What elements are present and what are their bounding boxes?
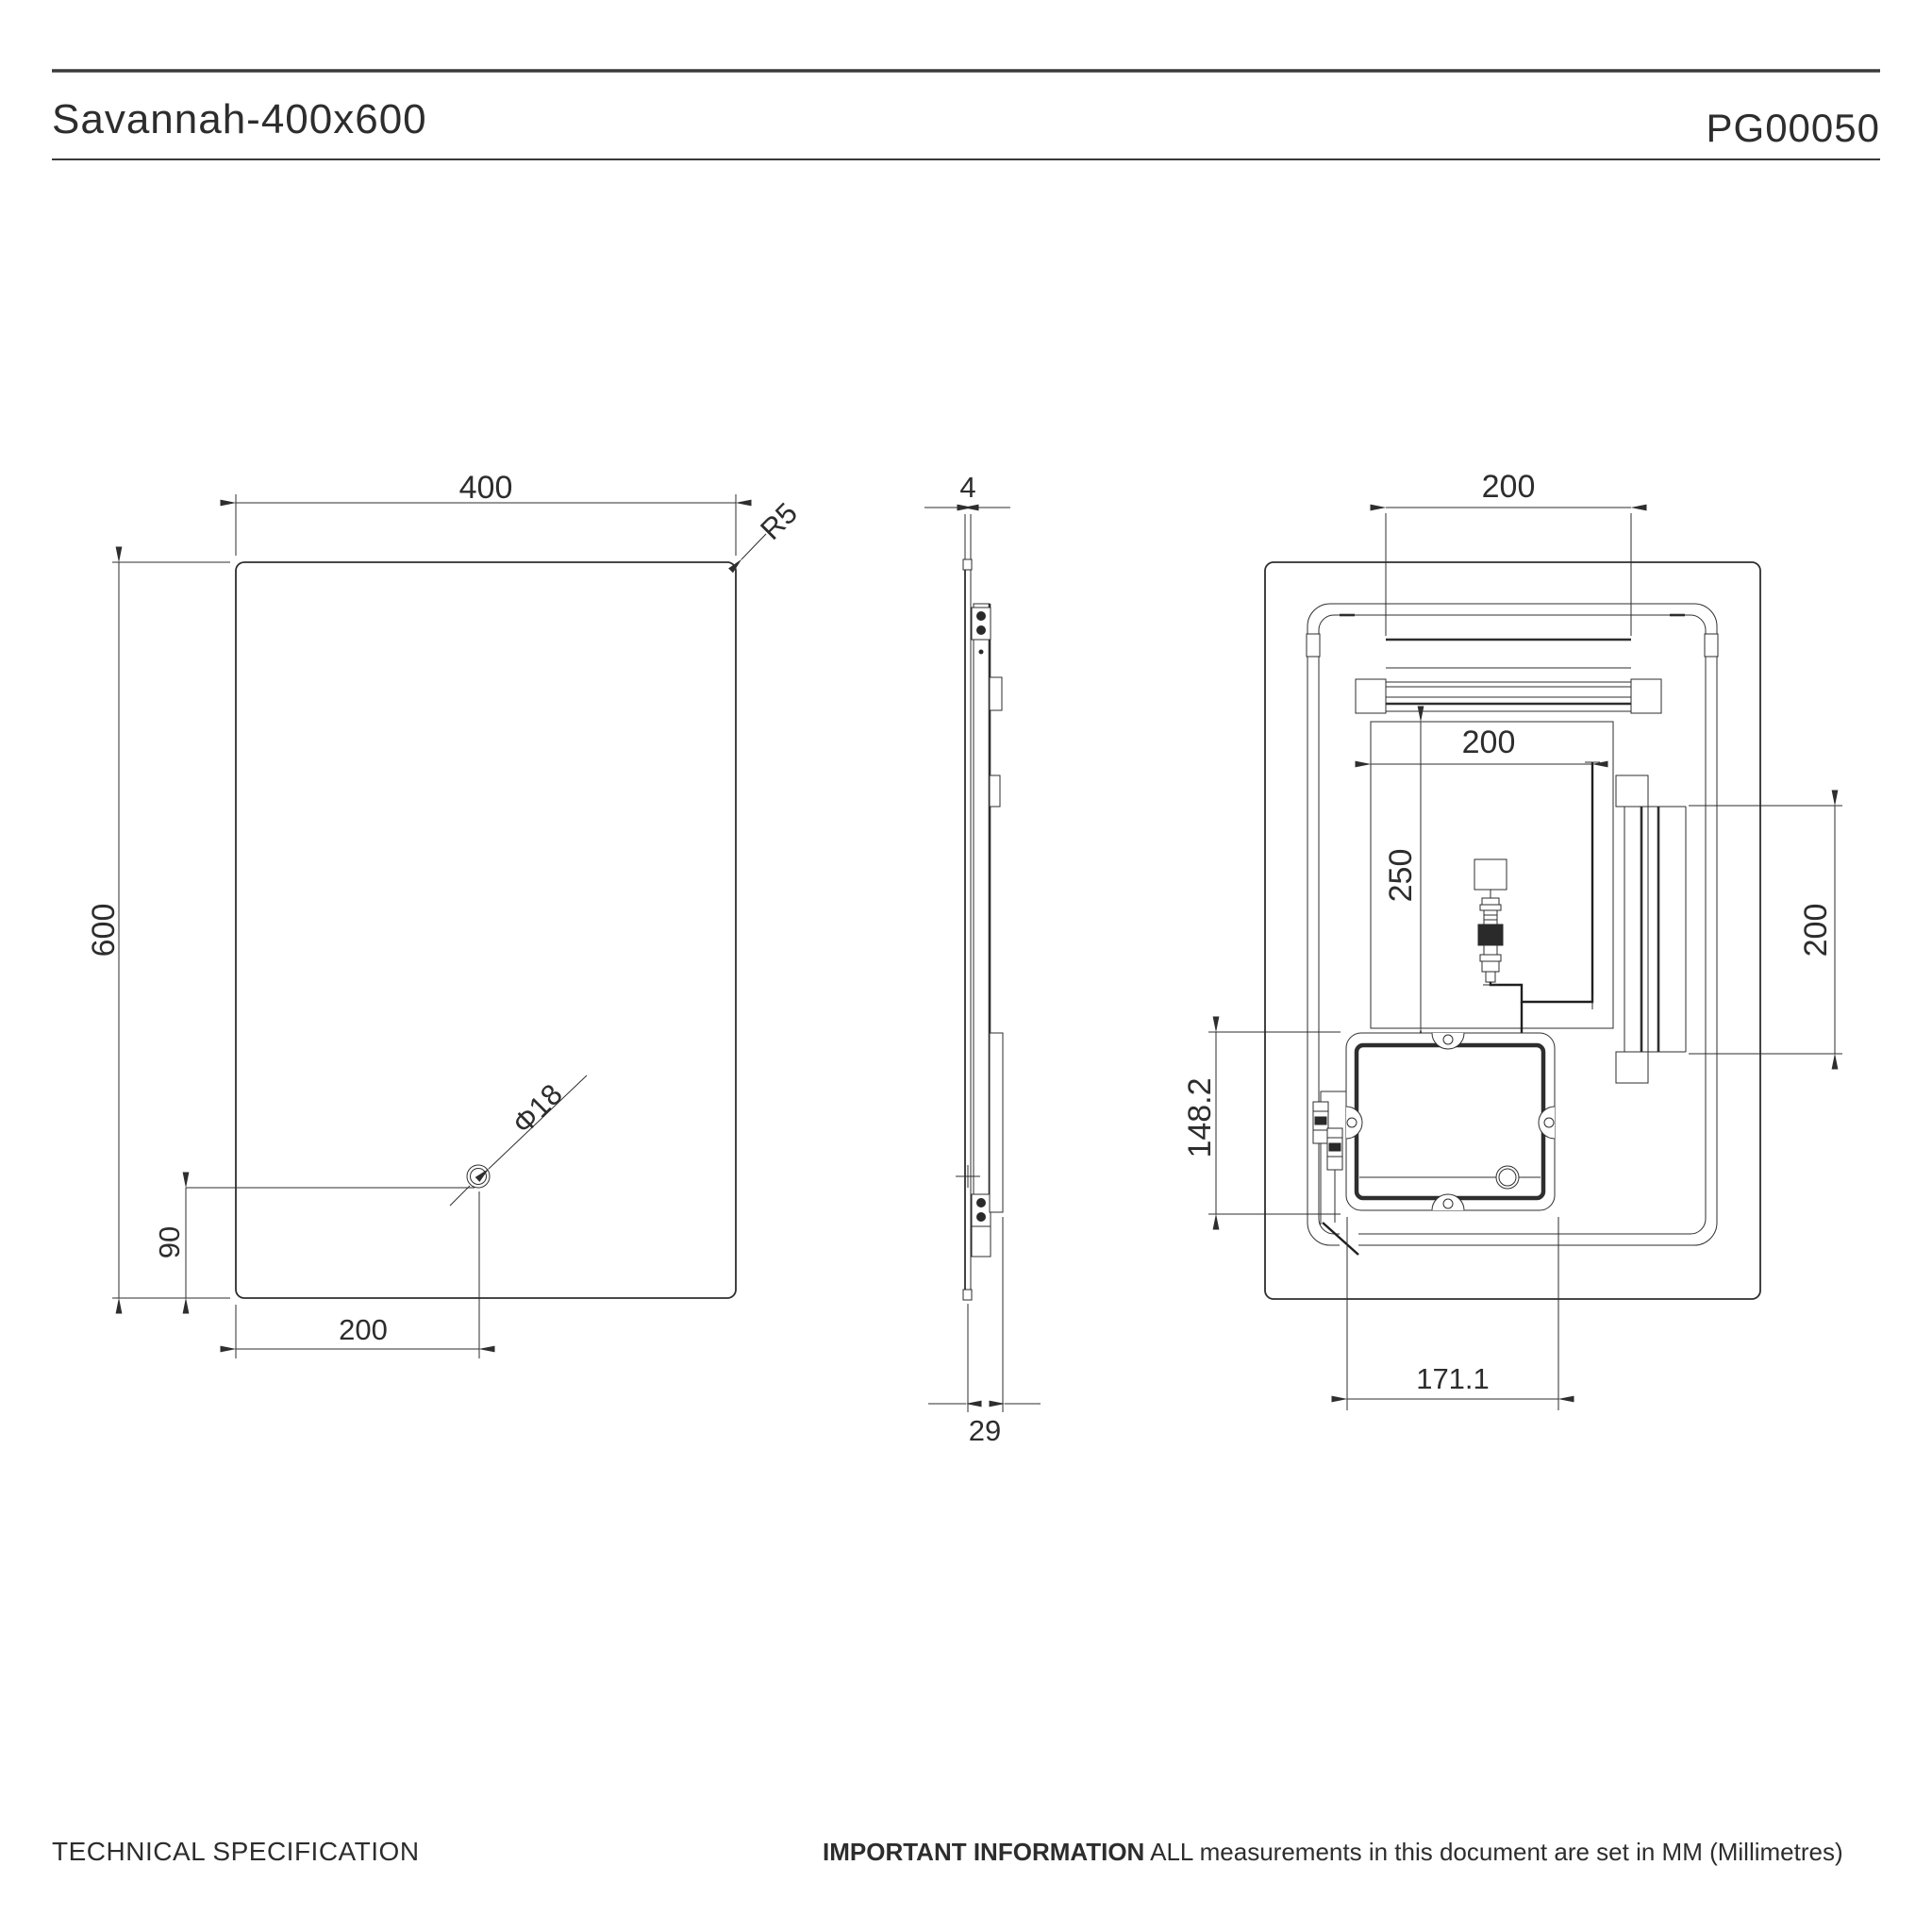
dim-label-hole-offset-left: 200 [339, 1313, 388, 1346]
cable-exit-notch [1340, 1230, 1358, 1247]
dim-label-junction-height: 250 [1383, 848, 1419, 903]
page-title: Savannah-400x600 [52, 96, 427, 142]
dim-label-junction-width: 200 [1461, 724, 1516, 760]
footer-right-note [823, 1838, 1843, 1866]
mounting-clip-bottom [972, 1194, 991, 1257]
driver-box [1346, 1033, 1555, 1210]
front-view [86, 470, 804, 1358]
dim-label-rail-length: 200 [1798, 903, 1834, 958]
mounting-clip-top [972, 608, 991, 640]
dim-label-total-depth: 29 [968, 1414, 1002, 1447]
dim-label-hole-diameter: Φ18 [506, 1077, 569, 1141]
cable-gland [1496, 1166, 1519, 1189]
product-code: PG00050 [1706, 106, 1880, 150]
header [52, 71, 1880, 159]
back-view [1182, 469, 1842, 1410]
dim-label-hole-offset-bottom: 90 [153, 1225, 186, 1259]
sensor-hole [467, 1165, 490, 1188]
corner-radius-callout [741, 496, 804, 559]
dim-glass-thickness [924, 471, 1010, 508]
side-view [924, 471, 1041, 1447]
dim-label-box-width: 171.1 [1416, 1362, 1490, 1395]
dim-label-box-height: 148.2 [1182, 1077, 1218, 1158]
footer-important-label: IMPORTANT INFORMATION [823, 1838, 1145, 1866]
driver-box-profile [990, 1033, 1003, 1212]
rail-tab-profile [990, 775, 1000, 807]
footer [52, 1837, 1843, 1866]
led-channel-profile [990, 677, 1002, 710]
footer-important-text: ALL measurements in this document are set in MM (Millimetres) [1144, 1838, 1843, 1866]
dim-label-glass-thickness: 4 [959, 471, 976, 504]
dim-label-front-width: 400 [458, 470, 513, 506]
footer-left-label: TECHNICAL SPECIFICATION [52, 1837, 420, 1866]
dim-label-hanger-spacing: 200 [1481, 469, 1536, 505]
dim-label-corner-radius: R5 [754, 496, 804, 546]
dim-label-front-height: 600 [86, 903, 122, 958]
backing-panel [974, 604, 990, 1257]
dim-front-width [236, 470, 736, 556]
